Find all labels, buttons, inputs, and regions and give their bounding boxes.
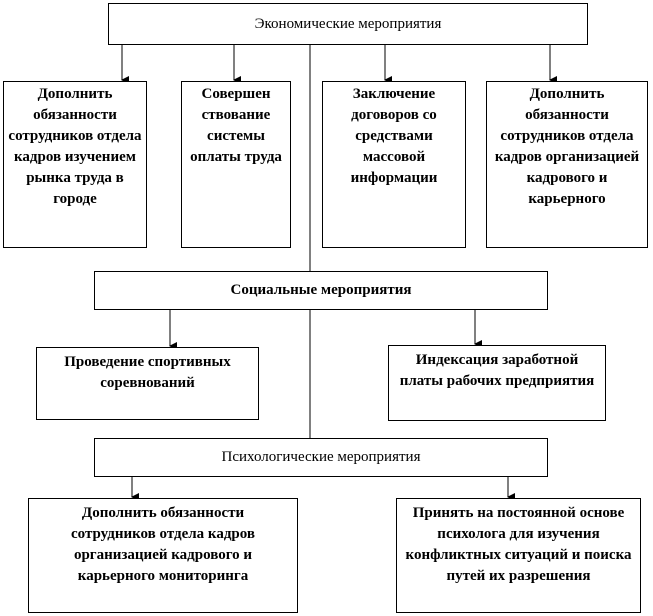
psych-item-psychologist: Принять на постоянной основе психолога для изучения конфликтных ситуаций и поиска путей их разрешения [396, 498, 641, 613]
economic-measures-title: Экономические мероприятия [254, 15, 442, 32]
psychological-measures-header [94, 438, 548, 477]
social-item-wage-indexation: Индексация заработной платы рабочих предприятия [388, 345, 606, 421]
economic-item-pay-system: Совершен ствование системы оплаты труда [181, 81, 291, 248]
social-measures-header [94, 271, 548, 310]
psych-item-career-monitoring: Дополнить обязанности сотрудников отдела кадров организацией кадрового и карьерного мониторинга [28, 498, 298, 613]
psychological-measures-title: Психологические мероприятия [221, 449, 421, 465]
economic-item-labor-market: Дополнить обязанности сотрудников отдела кадров изучением рынка труда в городе [3, 81, 147, 248]
economic-item-career-org: Дополнить обязанности сотрудников отдела кадров организацией кадрового и карьерного [486, 81, 648, 248]
economic-measures-header [108, 3, 588, 45]
social-measures-title: Социальные мероприятия [230, 282, 412, 298]
social-item-sports: Проведение спортивных соревнований [36, 347, 259, 420]
economic-item-media-contracts: Заключение договоров со средствами массовой информации [322, 81, 466, 248]
